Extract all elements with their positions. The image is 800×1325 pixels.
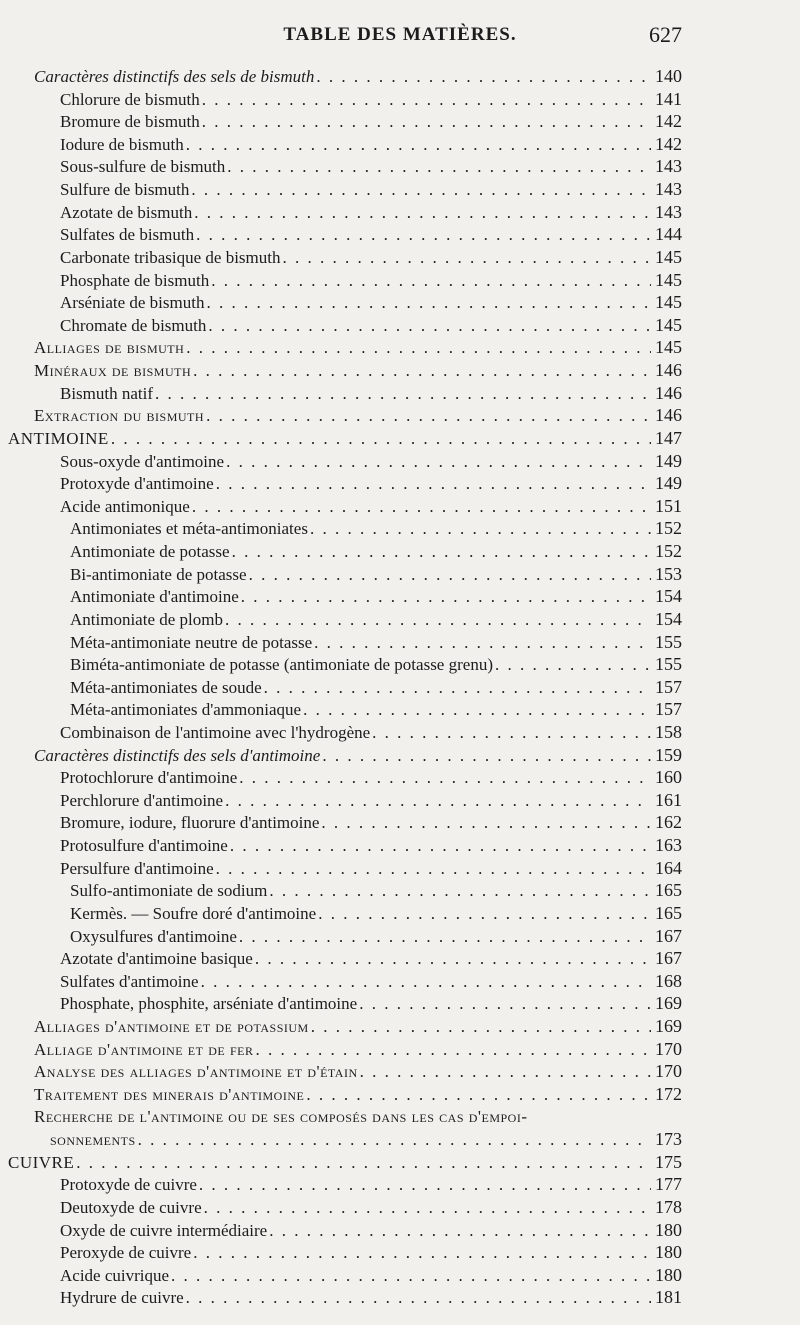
toc-entry <box>60 87 682 111</box>
toc-entry-title: Sulfo-antimoniate de sodium <box>70 881 268 901</box>
toc-entry-page: 177 <box>655 1174 682 1195</box>
dot-leader <box>372 721 651 744</box>
toc-entry <box>34 1059 682 1083</box>
toc-entry-title: Sous-sulfure de bismuth <box>60 157 226 177</box>
toc-entry-title: Méta-antimoniates d'ammoniaque <box>70 700 302 720</box>
toc-entry <box>70 652 682 676</box>
toc-entry-page: 167 <box>655 948 682 969</box>
dot-leader <box>186 133 651 156</box>
toc-entry <box>34 335 682 359</box>
toc-entry <box>60 1195 682 1219</box>
toc-entry-title: ANTIMOINE <box>8 428 109 448</box>
dot-leader <box>226 450 651 473</box>
toc-entry-page: 157 <box>655 676 682 697</box>
toc-entry-title: Azotate d'antimoine basique <box>60 949 253 969</box>
page-number: 627 <box>649 22 682 47</box>
dot-leader <box>171 1264 651 1287</box>
toc-entry <box>34 743 682 767</box>
page-header <box>0 20 800 52</box>
toc-entry-title: Protochlorure d'antimoine <box>60 768 238 788</box>
toc-entry-title: Azotate de bismuth <box>60 202 193 222</box>
dot-leader <box>249 563 651 586</box>
toc-entry <box>60 788 682 812</box>
dot-leader <box>193 359 651 382</box>
toc-entry-page: 180 <box>655 1264 682 1285</box>
toc-entry-title: Carbonate tribasique de bismuth <box>60 247 281 267</box>
dot-leader <box>318 902 651 925</box>
dot-leader <box>138 1128 651 1151</box>
dot-leader <box>194 201 651 224</box>
dot-leader <box>232 540 651 563</box>
toc-entry-title: Alliages de bismuth <box>34 338 185 358</box>
dot-leader <box>199 1173 651 1196</box>
toc-entry-title: Méta-antimoniates de soude <box>70 677 262 697</box>
toc-entry-title: Traitement des minerais d'antimoine <box>34 1084 305 1104</box>
dot-leader <box>202 88 651 111</box>
toc-entry-page: 145 <box>655 292 682 313</box>
toc-entry-title: Arséniate de bismuth <box>60 293 205 313</box>
toc-entry-title: Phosphate, phosphite, arséniate d'antimoine <box>60 994 358 1014</box>
toc-entry-title: Protoxyde de cuivre <box>60 1175 197 1195</box>
toc-entry-title: Bi-antimoniate de potasse <box>70 564 247 584</box>
dot-leader <box>155 382 651 405</box>
toc-entry <box>60 381 682 405</box>
toc-entry-page: 151 <box>655 495 682 516</box>
dot-leader <box>206 291 651 314</box>
toc-entry-title: Alliage d'antimoine et de fer <box>34 1039 254 1059</box>
toc-entry <box>60 991 682 1015</box>
toc-entry-title: Kermès. — Soufre doré d'antimoine <box>70 903 317 923</box>
toc-entry-title: Sous-oxyde d'antimoine <box>60 451 225 471</box>
dot-leader <box>225 608 651 631</box>
toc-entry <box>60 833 682 857</box>
dot-leader <box>216 857 651 880</box>
toc-entry-page: 143 <box>655 201 682 222</box>
toc-entry <box>60 154 682 178</box>
toc-entry-title: Alliages d'antimoine et de potassium <box>34 1017 309 1037</box>
toc-entry-page: 178 <box>655 1197 682 1217</box>
toc-entry-title: Antimoniate d'antimoine <box>70 587 239 607</box>
toc-entry-page: 172 <box>655 1083 682 1104</box>
toc-entry <box>34 1014 682 1038</box>
dot-leader <box>191 178 651 201</box>
toc-entry-title: Caractères distinctifs des sels d'antimoine <box>34 745 321 765</box>
toc-entry-title: CUIVRE <box>8 1152 75 1172</box>
toc-entry-page: 146 <box>655 382 682 403</box>
dot-leader <box>206 404 651 427</box>
toc-entry-title: Antimoniate de plomb <box>70 609 223 629</box>
toc-entry-page: 152 <box>655 518 682 539</box>
toc-entry-page: 149 <box>655 473 682 494</box>
dot-leader <box>239 925 651 948</box>
dot-leader <box>202 110 651 133</box>
toc-entry-page: 170 <box>655 1038 682 1059</box>
toc-entry <box>60 720 682 744</box>
dot-leader <box>310 517 651 540</box>
toc-entry <box>34 64 682 88</box>
dot-leader <box>264 676 651 699</box>
toc-entry-page: 163 <box>655 835 682 856</box>
dot-leader <box>255 947 651 970</box>
toc-entry <box>60 969 682 993</box>
dot-leader <box>495 653 651 676</box>
toc-entry-page: 146 <box>655 360 682 381</box>
dot-leader <box>227 155 651 178</box>
toc-entry-page: 144 <box>655 224 682 245</box>
toc-entry-page: 145 <box>655 246 682 267</box>
toc-entry-title: Antimoniates et méta-antimoniates <box>70 519 308 539</box>
toc-entry <box>60 810 682 834</box>
dot-leader <box>241 585 651 608</box>
toc-entry-title: Biméta-antimoniate de potasse (antimoniate de potasse grenu) <box>70 655 493 675</box>
toc-entry <box>60 290 682 314</box>
dot-leader <box>314 631 651 654</box>
dot-leader <box>316 65 651 88</box>
toc-entry <box>60 449 682 473</box>
toc-entry <box>60 109 682 133</box>
toc-entry-page: 155 <box>655 654 682 675</box>
toc-entry <box>60 245 682 269</box>
toc-entry-page: 181 <box>655 1287 682 1308</box>
toc-entry-page: 142 <box>655 111 682 132</box>
dot-leader <box>306 1083 651 1106</box>
toc-entry-title: Protosulfure d'antimoine <box>60 836 228 856</box>
toc-entry-page: 155 <box>655 631 682 652</box>
dot-leader <box>193 1241 651 1264</box>
toc-entry-title: Phosphate de bismuth <box>60 270 210 290</box>
dot-leader <box>204 1196 651 1219</box>
toc-entry <box>8 1150 682 1174</box>
toc-entry <box>70 924 682 948</box>
toc-entry-page: 143 <box>655 156 682 177</box>
toc-entry <box>70 516 682 540</box>
toc-entry-page: 169 <box>655 993 682 1014</box>
toc-entry <box>60 1285 682 1309</box>
toc-entry-title: Bromure de bismuth <box>60 112 200 132</box>
dot-leader <box>111 427 651 450</box>
toc-entry-title: Persulfure d'antimoine <box>60 858 214 878</box>
toc-entry-page: 143 <box>655 179 682 200</box>
toc-entry-page: 145 <box>655 337 682 358</box>
toc-entry <box>70 630 682 654</box>
dot-leader <box>216 472 651 495</box>
toc-entry <box>60 313 682 337</box>
toc-entry <box>70 901 682 925</box>
toc-entry-title: Minéraux de bismuth <box>34 361 192 381</box>
toc-entry-page: 180 <box>655 1219 682 1240</box>
toc-entry <box>34 1037 682 1061</box>
toc-entry-page: 157 <box>655 699 682 720</box>
toc-entry-title: Bromure, iodure, fluorure d'antimoine <box>60 813 320 833</box>
toc-entry <box>60 1240 682 1264</box>
toc-entry <box>34 358 682 382</box>
toc-entry <box>70 878 682 902</box>
toc-entry-title: sonnements <box>50 1130 136 1150</box>
toc-entry-title: Chlorure de bismuth <box>60 89 200 109</box>
toc-entry <box>70 584 682 608</box>
toc-entry <box>60 132 682 156</box>
toc-entry-title: Chromate de bismuth <box>60 315 207 335</box>
toc-entry <box>34 1082 682 1106</box>
dot-leader <box>208 314 651 337</box>
toc-entry <box>60 494 682 518</box>
dot-leader <box>282 246 651 269</box>
toc-entry-title: Deutoxyde de cuivre <box>60 1198 202 1217</box>
toc-entry-title: Protoxyde d'antimoine <box>60 474 214 494</box>
toc-entry-page: 173 <box>655 1129 682 1150</box>
toc-entry <box>60 1263 682 1287</box>
toc-entry-page: 165 <box>655 880 682 901</box>
toc-entry <box>8 426 682 450</box>
dot-leader <box>211 269 651 292</box>
toc-entry-page: 162 <box>655 812 682 833</box>
toc-entry-page: 145 <box>655 269 682 290</box>
toc-entry-title: Sulfates d'antimoine <box>60 971 199 991</box>
toc-entry-title: Acide cuivrique <box>60 1265 170 1285</box>
toc-entry-page: 169 <box>655 1016 682 1037</box>
dot-leader <box>196 223 651 246</box>
toc-entry <box>60 177 682 201</box>
toc-entry <box>60 200 682 224</box>
toc-entry-page: 154 <box>655 608 682 629</box>
toc-entry-page: 141 <box>655 88 682 109</box>
toc-entry-page: 175 <box>655 1151 682 1172</box>
toc-entry-page: 159 <box>655 744 682 765</box>
dot-leader <box>311 1015 651 1038</box>
dot-leader <box>201 970 651 993</box>
dot-leader <box>269 1219 651 1242</box>
toc-entry <box>70 539 682 563</box>
toc-entry-page: 161 <box>655 789 682 810</box>
dot-leader <box>269 879 651 902</box>
dot-leader <box>239 766 651 789</box>
toc-entry-title: Sulfates de bismuth <box>60 225 195 245</box>
toc-entry-title: Iodure de bismuth <box>60 134 184 154</box>
toc-entry-title: Analyse des alliages d'antimoine et d'étain <box>34 1062 358 1082</box>
toc-entry-title: Hydrure de cuivre <box>60 1288 184 1308</box>
toc-entry-page: 168 <box>655 970 682 991</box>
toc-entry <box>70 697 682 721</box>
dot-leader <box>360 1060 651 1083</box>
toc-entry-title: Oxysulfures d'antimoine <box>70 926 237 946</box>
toc-entry <box>70 607 682 631</box>
toc-entry-title: Caractères distinctifs des sels de bismuth <box>34 67 315 86</box>
toc-entry <box>70 675 682 699</box>
toc-entry <box>60 856 682 880</box>
toc-entry-title: Peroxyde de cuivre <box>60 1243 192 1263</box>
dot-leader <box>192 495 651 518</box>
toc-entry-page: 149 <box>655 450 682 471</box>
toc-entry <box>60 222 682 246</box>
toc-entry <box>60 1172 682 1196</box>
toc-entry-page: 160 <box>655 767 682 788</box>
toc-entry-page: 146 <box>655 405 682 426</box>
dot-leader <box>322 744 651 767</box>
toc-entry-title: Bismuth natif <box>60 383 154 403</box>
toc-entry-page: 147 <box>655 427 682 448</box>
toc-entry-title: Sulfure de bismuth <box>60 180 190 200</box>
toc-entry-title: Extraction du bismuth <box>34 406 205 426</box>
toc-entry-page: 158 <box>655 721 682 742</box>
dot-leader <box>230 834 651 857</box>
dot-leader <box>359 992 651 1015</box>
toc-entry-title: Combinaison de l'antimoine avec l'hydrogène <box>60 722 371 742</box>
toc-entry <box>34 403 682 427</box>
toc-entry <box>60 471 682 495</box>
dot-leader <box>321 811 651 834</box>
toc-entry <box>60 268 682 292</box>
toc-entry-page: 180 <box>655 1242 682 1263</box>
toc-entry-continued: Recherche de l'antimoine ou de ses composés dans les cas d'empoi- <box>34 1106 528 1126</box>
toc-entry-title: Oxyde de cuivre intermédiaire <box>60 1220 268 1240</box>
toc-entry <box>60 946 682 970</box>
toc-entry <box>60 765 682 789</box>
toc-entry-page: 167 <box>655 925 682 946</box>
toc-entry-title: Perchlorure d'antimoine <box>60 790 224 810</box>
toc-entry-title: Méta-antimoniate neutre de potasse <box>70 632 313 652</box>
dot-leader <box>76 1151 651 1174</box>
toc-entry-page: 154 <box>655 586 682 607</box>
toc-entry <box>50 1127 682 1151</box>
toc-entry-page: 170 <box>655 1061 682 1082</box>
toc-entry-page: 153 <box>655 563 682 584</box>
toc-entry-title: Antimoniate de potasse <box>70 542 230 562</box>
page-title: TABLE DES MATIÈRES. <box>283 24 517 45</box>
toc-entry-page: 152 <box>655 541 682 562</box>
toc-entry-page: 145 <box>655 314 682 335</box>
toc-entry-page: 140 <box>655 66 682 86</box>
toc-entry <box>70 562 682 586</box>
dot-leader <box>186 1286 651 1309</box>
dot-leader <box>255 1038 651 1061</box>
toc-entry-title: Acide antimonique <box>60 496 190 516</box>
dot-leader <box>303 698 651 721</box>
toc-entry <box>60 1218 682 1242</box>
toc-entry-page: 164 <box>655 857 682 878</box>
toc-entry-page: 165 <box>655 902 682 923</box>
toc-entry-page: 142 <box>655 133 682 154</box>
dot-leader <box>225 789 651 812</box>
dot-leader <box>186 336 651 359</box>
